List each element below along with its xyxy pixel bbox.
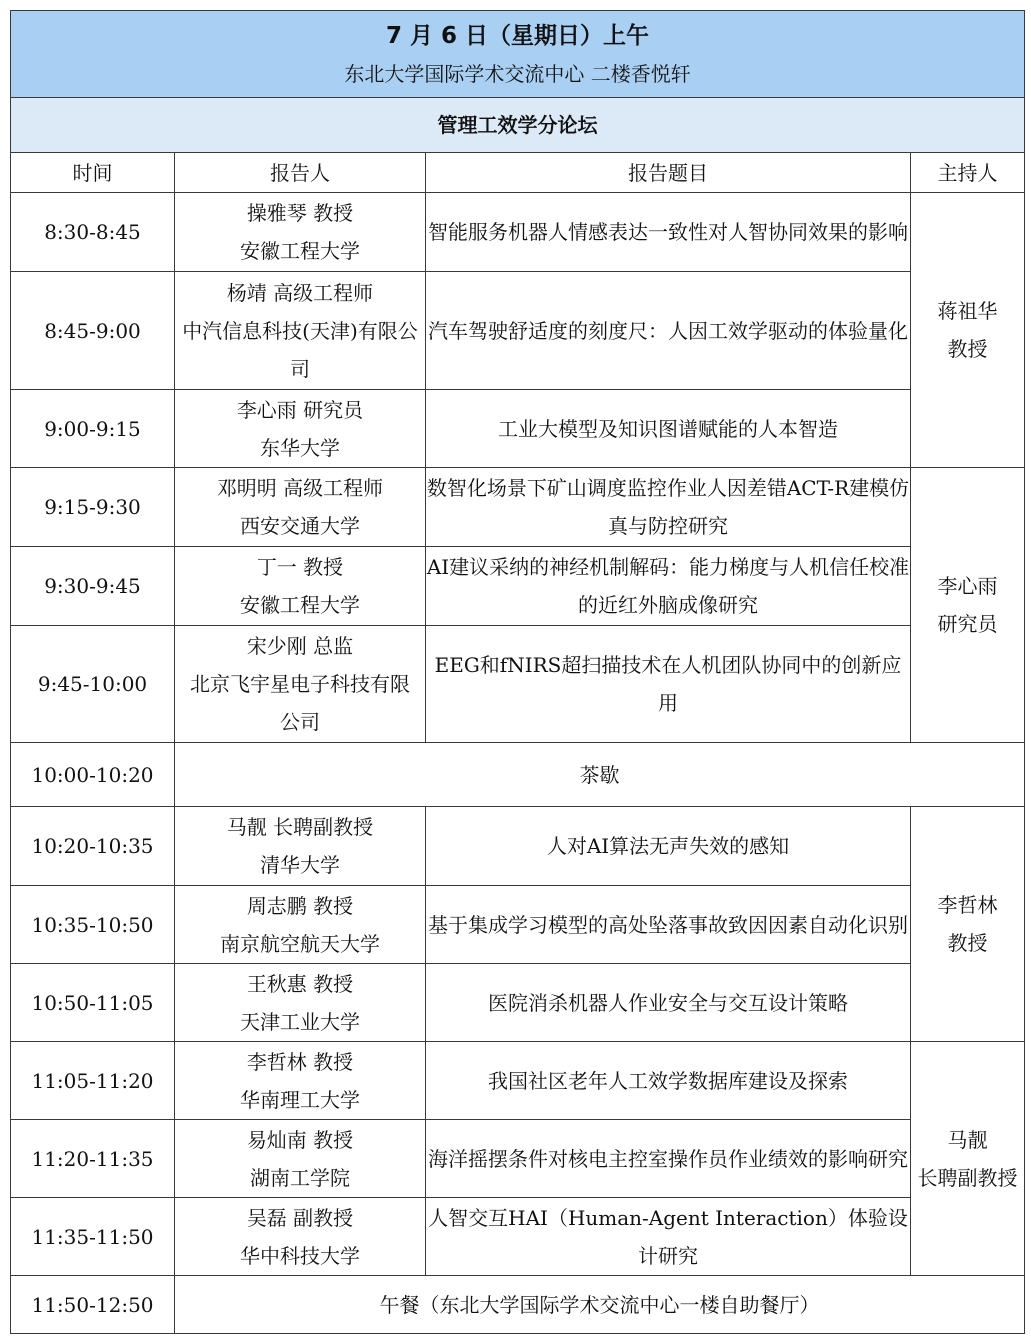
session-speaker [175,807,426,886]
speaker-org: 湖南工学院 [250,1165,350,1190]
host-title: 教授 [947,931,988,955]
forum-row [11,98,1025,153]
session-speaker [175,886,426,964]
session-topic: 工业大模型及知识图谱赋能的人本智造 [426,390,911,468]
session-speaker [175,1198,426,1276]
break-row [11,743,1025,807]
speaker-org: 南京航空航天大学 [220,931,380,956]
forum-title: 管理工效学分论坛 [11,98,1025,153]
session-speaker [175,193,426,272]
break-label: 茶歇 [175,743,1025,807]
session-topic: 我国社区老年人工效学数据库建设及探索 [426,1042,911,1120]
session-topic: AI建议采纳的神经机制解码：能力梯度与人机信任校准的近红外脑成像研究 [426,547,911,626]
speaker-name: 李哲林 教授 [246,1049,354,1074]
table-row [11,886,1025,964]
session-speaker [175,1120,426,1198]
host-name: 马靓 [947,1127,988,1152]
speaker-name: 丁一 教授 [256,555,344,579]
session-speaker [175,272,426,390]
header-cell [11,11,1025,98]
speaker-name: 王秋惠 教授 [246,971,354,996]
session-speaker [175,1042,426,1120]
break-label: 午餐（东北大学国际学术交流中心一楼自助餐厅） [175,1276,1025,1334]
host-name: 蒋祖华 [937,299,998,323]
speaker-org: 西安交通大学 [240,514,360,538]
speaker-org: 安徽工程大学 [240,593,360,617]
session-speaker [175,468,426,547]
speaker-name: 杨靖 高级工程师 [226,280,374,305]
session-topic: 数智化场景下矿山调度监控作业人因差错ACT-R建模仿真与防控研究 [426,468,911,547]
schedule-title: 7 月 6 日（星期日）上午 [386,23,650,49]
speaker-org: 东华大学 [260,435,340,460]
speaker-org: 安徽工程大学 [240,239,360,263]
host-name: 李哲林 [937,893,998,917]
session-speaker [175,626,426,743]
table-row [11,626,1025,743]
session-time: 10:50-11:05 [11,964,175,1042]
session-host [911,1042,1025,1276]
table-row [11,390,1025,468]
venue-line: 东北大学国际学术交流中心 二楼香悦轩 [344,62,691,86]
session-topic: 海洋摇摆条件对核电主控室操作员作业绩效的影响研究 [426,1120,911,1198]
speaker-name: 马靓 长聘副教授 [226,815,374,839]
table-row [11,193,1025,272]
session-host [911,193,1025,468]
session-time: 9:30-9:45 [11,547,175,626]
host-title: 研究员 [937,612,998,636]
session-time: 9:45-10:00 [11,626,175,743]
speaker-name: 周志鹏 教授 [246,893,354,918]
break-row [11,1276,1025,1334]
session-topic: 医院消杀机器人作业安全与交互设计策略 [426,964,911,1042]
break-time: 10:00-10:20 [11,743,175,807]
session-host [911,468,1025,743]
speaker-org: 清华大学 [260,853,340,877]
column-header-speaker: 报告人 [175,153,426,193]
table-row [11,547,1025,626]
schedule-table [10,10,1025,1334]
speaker-name: 操雅琴 教授 [246,201,354,225]
column-header-row [11,153,1025,193]
speaker-name: 宋少刚 总监 [246,634,354,658]
speaker-org: 天津工业大学 [240,1009,360,1034]
table-row [11,1198,1025,1276]
session-speaker [175,547,426,626]
session-topic: EEG和fNIRS超扫描技术在人机团队协同中的创新应用 [426,626,911,743]
session-time: 10:20-10:35 [11,807,175,886]
table-row [11,272,1025,390]
table-row [11,807,1025,886]
session-host [911,807,1025,1042]
session-speaker [175,390,426,468]
host-name: 李心雨 [937,574,998,598]
session-time: 8:30-8:45 [11,193,175,272]
session-time: 9:00-9:15 [11,390,175,468]
break-time: 11:50-12:50 [11,1276,175,1334]
column-header-time: 时间 [11,153,175,193]
column-header-host: 主持人 [911,153,1025,193]
session-time: 11:05-11:20 [11,1042,175,1120]
session-topic: 人智交互HAI（Human-Agent Interaction）体验设计研究 [426,1198,911,1276]
speaker-org: 华南理工大学 [240,1087,360,1112]
table-row [11,1042,1025,1120]
table-row [11,468,1025,547]
column-header-topic: 报告题目 [426,153,911,193]
header-row [11,11,1025,98]
session-topic: 基于集成学习模型的高处坠落事故致因因素自动化识别 [426,886,911,964]
speaker-name: 邓明明 高级工程师 [216,476,384,500]
session-time: 10:35-10:50 [11,886,175,964]
session-time: 11:20-11:35 [11,1120,175,1198]
speaker-name: 李心雨 研究员 [236,397,364,422]
session-topic: 智能服务机器人情感表达一致性对人智协同效果的影响 [426,193,911,272]
session-topic: 人对AI算法无声失效的感知 [426,807,911,886]
speaker-org: 华中科技大学 [240,1243,360,1268]
session-topic: 汽车驾驶舒适度的刻度尺：人因工效学驱动的体验量化 [426,272,911,390]
speaker-name: 吴磊 副教授 [246,1205,354,1230]
table-row [11,1120,1025,1198]
host-title: 教授 [947,337,988,361]
session-speaker [175,964,426,1042]
speaker-org: 北京飞宇星电子科技有限公司 [190,672,410,734]
speaker-name: 易灿南 教授 [246,1127,354,1152]
host-title: 长聘副教授 [917,1165,1018,1190]
table-row [11,964,1025,1042]
session-time: 9:15-9:30 [11,468,175,547]
session-time: 11:35-11:50 [11,1198,175,1276]
speaker-org: 中汽信息科技(天津)有限公司 [182,318,418,381]
session-time: 8:45-9:00 [11,272,175,390]
